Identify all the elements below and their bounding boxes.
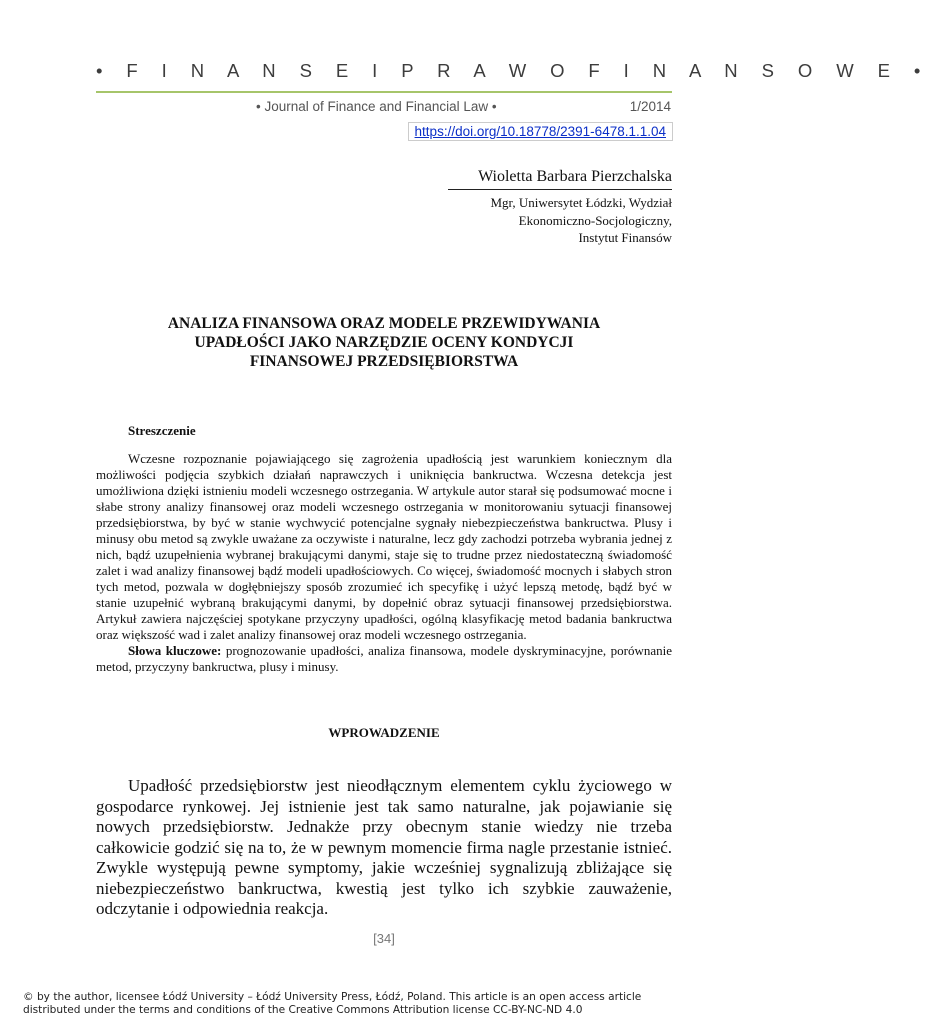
license-line: distributed under the terms and conditions of the Creative Commons Attribution license CC-BY-NC-ND 4.0 xyxy=(23,1004,583,1016)
abstract-body xyxy=(96,451,672,675)
masthead-divider xyxy=(96,91,672,93)
author-divider xyxy=(448,189,672,190)
abstract-paragraph: Wczesne rozpoznanie pojawiającego się zagrożenia upadłością jest warunkiem koniecznym dla możliwości podjęcia szybkich działań naprawczych i uniknięcia bankructwa. Wczesna detekcja jest umożliwiona dzięki istnieniu modeli wczesnego ostrzegania. W artykule autor starał się podsumować mocne i słabe strony analizy finansowej oraz modeli wczesnego ostrzegania w monitorowaniu sytuacji finansowej przedsiębiorstwa, by być w stanie wychwycić potencjalne sygnały niebezpieczeństwa bankructwa. Plusy i minusy obu metod są zwykle uważane za oczywiste i naturalne, lecz gdy zachodzi potrzeba wybrania jednej z nich, bądź uzupełnienia wybranej brakującymi danymi, staje się to trudne przez niedostateczną świadomość zalet i wad analizy finansowej bądź modeli upadłościowych. Co więcej, świadomość mocnych i słabych stron tych metod, pozwala w dogłębniejszy sposób zrozumieć ich specyfikę i użyć lepszą metodę, bądź być w stanie uzupełnić wybraną brakującymi danymi, by dopełnić obraz sytuacji finansowej przedsiębiorstwa. Artykuł zawiera najczęściej spotykane przyczyny upadłości, ogólną klasyfikację metod badania bankructwa oraz większość wad i zalet analizy finansowej oraz modeli wczesnego ostrzegania. xyxy=(96,451,672,642)
intro-paragraph: Upadłość przedsiębiorstw jest nieodłącznym elementem cyklu życiowego w gospodarce rynkowej. Jej istnienie jest tak samo naturalne, jak pojawianie się nowych przedsiębiorstw. Jednakże przy obecnym stanie wiedzy nie trzeba całkowicie godzić się na to, że w pewnym momencie firma nagle przestanie istnieć. Zwykle występują pewne symptomy, jakie wcześniej sygnalizują zbliżające się niebezpieczeństwo bankructwa, kwestią jest tylko ich szybkie zauważenie, odczytanie i odpowiednia reakcja. xyxy=(96,776,672,918)
journal-masthead: • F I N A N S E I P R A W O F I N A N S O W E • xyxy=(96,60,930,81)
affiliation-line: Ekonomiczno-Socjologiczny, xyxy=(518,212,672,228)
keywords-label: Słowa kluczowe: xyxy=(128,643,222,658)
license-line: © by the author, licensee Łódź University – Łódź University Press, Łódź, Poland. This article is an open access article xyxy=(23,991,642,1003)
abstract-heading: Streszczenie xyxy=(128,423,196,438)
title-line: UPADŁOŚCI JAKO NARZĘDZIE OCENY KONDYCJI xyxy=(194,334,574,351)
issue-number: 1/2014 xyxy=(629,99,671,114)
keywords-paragraph xyxy=(96,643,672,675)
affiliation-line: Mgr, Uniwersytet Łódzki, Wydział xyxy=(490,195,672,210)
title-line: ANALIZA FINANSOWA ORAZ MODELE PRZEWIDYWANIA xyxy=(167,315,601,332)
intro-body xyxy=(96,776,672,920)
author-name: Wioletta Barbara Pierzchalska xyxy=(478,168,672,185)
author-affiliation xyxy=(372,194,672,247)
title-line: FINANSOWEJ PRZEDSIĘBIORSTWA xyxy=(249,353,519,370)
section-heading-intro: WPROWADZENIE xyxy=(328,725,440,740)
article-title xyxy=(96,314,672,371)
affiliation-line: Instytut Finansów xyxy=(578,230,672,245)
license-notice xyxy=(23,991,723,1017)
journal-subtitle: • Journal of Finance and Financial Law • xyxy=(256,99,497,114)
keywords-text: prognozowanie upadłości, analiza finansowa, modele dyskryminacyjne, porównanie metod, przyczyny bankructwa, plusy i minusy. xyxy=(96,643,672,674)
page-number: [34] xyxy=(373,931,395,946)
doi-link[interactable]: https://doi.org/10.18778/2391-6478.1.1.04 xyxy=(408,122,673,141)
